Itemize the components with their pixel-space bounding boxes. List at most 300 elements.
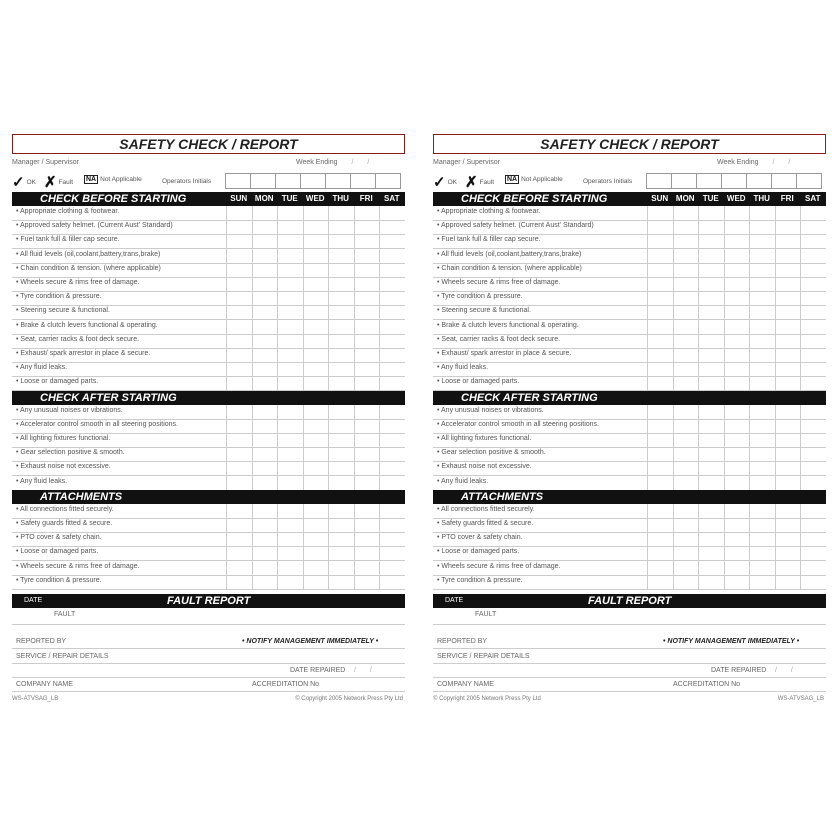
initials-box[interactable]	[325, 173, 351, 189]
day-check-cell[interactable]	[252, 362, 278, 376]
day-check-cell[interactable]	[226, 277, 252, 291]
day-check-cell[interactable]	[226, 419, 252, 433]
day-check-cell[interactable]	[379, 476, 405, 490]
day-check-cell[interactable]	[800, 518, 826, 532]
day-check-cell[interactable]	[226, 561, 252, 575]
day-check-cell[interactable]	[226, 376, 252, 390]
day-check-cell[interactable]	[775, 419, 801, 433]
day-check-cell[interactable]	[698, 305, 724, 319]
day-check-cell[interactable]	[724, 206, 750, 220]
day-check-cell[interactable]	[724, 277, 750, 291]
day-check-cell[interactable]	[379, 447, 405, 461]
day-check-cell[interactable]	[277, 376, 303, 390]
day-check-cell[interactable]	[303, 518, 329, 532]
day-check-cell[interactable]	[226, 518, 252, 532]
day-check-cell[interactable]	[354, 277, 380, 291]
day-check-cell[interactable]	[775, 532, 801, 546]
day-check-cell[interactable]	[354, 220, 380, 234]
day-check-cell[interactable]	[775, 305, 801, 319]
day-check-cell[interactable]	[724, 561, 750, 575]
day-check-cell[interactable]	[698, 291, 724, 305]
day-check-cell[interactable]	[252, 263, 278, 277]
week-ending-field[interactable]	[717, 159, 796, 166]
day-check-cell[interactable]	[698, 476, 724, 490]
day-check-cell[interactable]	[775, 277, 801, 291]
day-check-cell[interactable]	[724, 461, 750, 475]
day-check-cell[interactable]	[379, 206, 405, 220]
day-check-cell[interactable]	[379, 504, 405, 518]
day-check-cell[interactable]	[226, 362, 252, 376]
day-check-cell[interactable]	[328, 249, 354, 263]
day-check-cell[interactable]	[647, 561, 673, 575]
day-check-cell[interactable]	[328, 291, 354, 305]
day-check-cell[interactable]	[673, 320, 699, 334]
day-check-cell[interactable]	[749, 291, 775, 305]
day-check-cell[interactable]	[354, 447, 380, 461]
day-check-cell[interactable]	[252, 546, 278, 560]
day-check-cell[interactable]	[647, 334, 673, 348]
day-check-cell[interactable]	[252, 532, 278, 546]
day-check-cell[interactable]	[673, 561, 699, 575]
day-check-cell[interactable]	[749, 348, 775, 362]
day-check-cell[interactable]	[749, 561, 775, 575]
initials-box[interactable]	[350, 173, 376, 189]
day-check-cell[interactable]	[724, 476, 750, 490]
day-check-cell[interactable]	[800, 419, 826, 433]
day-check-cell[interactable]	[303, 447, 329, 461]
day-check-cell[interactable]	[647, 575, 673, 589]
initials-box[interactable]	[771, 173, 797, 189]
day-check-cell[interactable]	[303, 206, 329, 220]
day-check-cell[interactable]	[800, 476, 826, 490]
day-check-cell[interactable]	[379, 575, 405, 589]
day-check-cell[interactable]	[354, 362, 380, 376]
service-details-line[interactable]	[433, 663, 826, 664]
reported-by-line[interactable]	[12, 648, 405, 649]
day-check-cell[interactable]	[800, 376, 826, 390]
day-check-cell[interactable]	[354, 334, 380, 348]
day-check-cell[interactable]	[647, 461, 673, 475]
day-check-cell[interactable]	[328, 419, 354, 433]
day-check-cell[interactable]	[647, 320, 673, 334]
operators-initials-boxes[interactable]	[226, 173, 401, 189]
day-check-cell[interactable]	[379, 277, 405, 291]
day-check-cell[interactable]	[328, 334, 354, 348]
day-check-cell[interactable]	[303, 277, 329, 291]
day-check-cell[interactable]	[354, 263, 380, 277]
day-check-cell[interactable]	[354, 476, 380, 490]
initials-box[interactable]	[275, 173, 301, 189]
day-check-cell[interactable]	[277, 220, 303, 234]
day-check-cell[interactable]	[775, 433, 801, 447]
day-check-cell[interactable]	[252, 291, 278, 305]
day-check-cell[interactable]	[647, 305, 673, 319]
day-check-cell[interactable]	[800, 348, 826, 362]
day-check-cell[interactable]	[328, 433, 354, 447]
day-check-cell[interactable]	[277, 206, 303, 220]
day-check-cell[interactable]	[775, 405, 801, 419]
day-check-cell[interactable]	[749, 334, 775, 348]
day-check-cell[interactable]	[775, 291, 801, 305]
day-check-cell[interactable]	[698, 532, 724, 546]
day-check-cell[interactable]	[277, 249, 303, 263]
day-check-cell[interactable]	[698, 263, 724, 277]
day-check-cell[interactable]	[226, 291, 252, 305]
initials-box[interactable]	[300, 173, 326, 189]
day-check-cell[interactable]	[226, 305, 252, 319]
day-check-cell[interactable]	[328, 518, 354, 532]
initials-box[interactable]	[250, 173, 276, 189]
day-check-cell[interactable]	[749, 249, 775, 263]
fault-line[interactable]	[433, 624, 826, 625]
day-check-cell[interactable]	[379, 263, 405, 277]
day-check-cell[interactable]	[698, 575, 724, 589]
day-check-cell[interactable]	[800, 234, 826, 248]
day-check-cell[interactable]	[379, 561, 405, 575]
day-check-cell[interactable]	[800, 362, 826, 376]
week-ending-field[interactable]	[296, 159, 375, 166]
day-check-cell[interactable]	[698, 320, 724, 334]
day-check-cell[interactable]	[749, 532, 775, 546]
day-check-cell[interactable]	[226, 249, 252, 263]
day-check-cell[interactable]	[277, 518, 303, 532]
day-check-cell[interactable]	[724, 447, 750, 461]
day-check-cell[interactable]	[226, 504, 252, 518]
day-check-cell[interactable]	[226, 206, 252, 220]
day-check-cell[interactable]	[698, 334, 724, 348]
day-check-cell[interactable]	[724, 504, 750, 518]
day-check-cell[interactable]	[647, 220, 673, 234]
day-check-cell[interactable]	[328, 561, 354, 575]
day-check-cell[interactable]	[303, 476, 329, 490]
day-check-cell[interactable]	[379, 546, 405, 560]
day-check-cell[interactable]	[800, 249, 826, 263]
day-check-cell[interactable]	[800, 447, 826, 461]
day-check-cell[interactable]	[354, 546, 380, 560]
day-check-cell[interactable]	[277, 476, 303, 490]
day-check-cell[interactable]	[328, 405, 354, 419]
day-check-cell[interactable]	[354, 561, 380, 575]
day-check-cell[interactable]	[354, 249, 380, 263]
day-check-cell[interactable]	[775, 249, 801, 263]
day-check-cell[interactable]	[252, 249, 278, 263]
day-check-cell[interactable]	[775, 447, 801, 461]
day-check-cell[interactable]	[724, 433, 750, 447]
day-check-cell[interactable]	[277, 234, 303, 248]
service-details-line[interactable]	[12, 663, 405, 664]
day-check-cell[interactable]	[749, 461, 775, 475]
day-check-cell[interactable]	[724, 249, 750, 263]
day-check-cell[interactable]	[379, 320, 405, 334]
day-check-cell[interactable]	[379, 405, 405, 419]
initials-box[interactable]	[721, 173, 747, 189]
day-check-cell[interactable]	[252, 220, 278, 234]
day-check-cell[interactable]	[749, 504, 775, 518]
day-check-cell[interactable]	[724, 291, 750, 305]
fault-line[interactable]	[12, 624, 405, 625]
day-check-cell[interactable]	[647, 362, 673, 376]
day-check-cell[interactable]	[775, 234, 801, 248]
day-check-cell[interactable]	[673, 220, 699, 234]
day-check-cell[interactable]	[252, 405, 278, 419]
day-check-cell[interactable]	[800, 206, 826, 220]
day-check-cell[interactable]	[800, 305, 826, 319]
day-check-cell[interactable]	[698, 419, 724, 433]
day-check-cell[interactable]	[698, 234, 724, 248]
day-check-cell[interactable]	[673, 376, 699, 390]
date-repaired-line[interactable]	[12, 677, 405, 678]
day-check-cell[interactable]	[303, 376, 329, 390]
day-check-cell[interactable]	[328, 504, 354, 518]
day-check-cell[interactable]	[749, 220, 775, 234]
day-check-cell[interactable]	[354, 320, 380, 334]
day-check-cell[interactable]	[277, 546, 303, 560]
day-check-cell[interactable]	[698, 277, 724, 291]
day-check-cell[interactable]	[252, 504, 278, 518]
day-check-cell[interactable]	[749, 546, 775, 560]
day-check-cell[interactable]	[673, 277, 699, 291]
day-check-cell[interactable]	[303, 362, 329, 376]
day-check-cell[interactable]	[673, 518, 699, 532]
day-check-cell[interactable]	[226, 575, 252, 589]
day-check-cell[interactable]	[698, 220, 724, 234]
day-check-cell[interactable]	[303, 504, 329, 518]
day-check-cell[interactable]	[647, 234, 673, 248]
day-check-cell[interactable]	[800, 277, 826, 291]
day-check-cell[interactable]	[647, 249, 673, 263]
day-check-cell[interactable]	[354, 575, 380, 589]
day-check-cell[interactable]	[328, 376, 354, 390]
day-check-cell[interactable]	[647, 419, 673, 433]
day-check-cell[interactable]	[328, 532, 354, 546]
day-check-cell[interactable]	[379, 220, 405, 234]
day-check-cell[interactable]	[303, 561, 329, 575]
day-check-cell[interactable]	[277, 305, 303, 319]
day-check-cell[interactable]	[775, 220, 801, 234]
day-check-cell[interactable]	[354, 405, 380, 419]
day-check-cell[interactable]	[328, 546, 354, 560]
day-check-cell[interactable]	[673, 504, 699, 518]
day-check-cell[interactable]	[379, 532, 405, 546]
day-check-cell[interactable]	[379, 518, 405, 532]
day-check-cell[interactable]	[724, 334, 750, 348]
day-check-cell[interactable]	[673, 305, 699, 319]
day-check-cell[interactable]	[647, 447, 673, 461]
day-check-cell[interactable]	[800, 532, 826, 546]
day-check-cell[interactable]	[775, 376, 801, 390]
day-check-cell[interactable]	[749, 518, 775, 532]
day-check-cell[interactable]	[775, 206, 801, 220]
day-check-cell[interactable]	[328, 263, 354, 277]
company-line[interactable]	[12, 691, 405, 692]
day-check-cell[interactable]	[328, 277, 354, 291]
day-check-cell[interactable]	[775, 334, 801, 348]
day-check-cell[interactable]	[303, 348, 329, 362]
day-check-cell[interactable]	[724, 546, 750, 560]
day-check-cell[interactable]	[328, 320, 354, 334]
day-check-cell[interactable]	[698, 447, 724, 461]
day-check-cell[interactable]	[724, 320, 750, 334]
day-check-cell[interactable]	[800, 263, 826, 277]
day-check-cell[interactable]	[277, 419, 303, 433]
day-check-cell[interactable]	[379, 419, 405, 433]
day-check-cell[interactable]	[647, 433, 673, 447]
day-check-cell[interactable]	[724, 263, 750, 277]
day-check-cell[interactable]	[226, 263, 252, 277]
day-check-cell[interactable]	[277, 277, 303, 291]
day-check-cell[interactable]	[379, 461, 405, 475]
date-repaired-line[interactable]	[433, 677, 826, 678]
day-check-cell[interactable]	[226, 546, 252, 560]
day-check-cell[interactable]	[303, 320, 329, 334]
day-check-cell[interactable]	[354, 376, 380, 390]
day-check-cell[interactable]	[698, 362, 724, 376]
day-check-cell[interactable]	[277, 561, 303, 575]
day-check-cell[interactable]	[749, 433, 775, 447]
day-check-cell[interactable]	[800, 433, 826, 447]
day-check-cell[interactable]	[698, 546, 724, 560]
day-check-cell[interactable]	[277, 320, 303, 334]
day-check-cell[interactable]	[800, 334, 826, 348]
day-check-cell[interactable]	[749, 419, 775, 433]
day-check-cell[interactable]	[749, 277, 775, 291]
day-check-cell[interactable]	[673, 234, 699, 248]
day-check-cell[interactable]	[226, 334, 252, 348]
initials-box[interactable]	[375, 173, 401, 189]
day-check-cell[interactable]	[328, 220, 354, 234]
day-check-cell[interactable]	[252, 234, 278, 248]
day-check-cell[interactable]	[277, 433, 303, 447]
day-check-cell[interactable]	[673, 476, 699, 490]
initials-box[interactable]	[646, 173, 672, 189]
day-check-cell[interactable]	[647, 277, 673, 291]
day-check-cell[interactable]	[303, 291, 329, 305]
day-check-cell[interactable]	[277, 263, 303, 277]
day-check-cell[interactable]	[647, 376, 673, 390]
day-check-cell[interactable]	[277, 461, 303, 475]
day-check-cell[interactable]	[354, 234, 380, 248]
day-check-cell[interactable]	[277, 405, 303, 419]
day-check-cell[interactable]	[252, 461, 278, 475]
day-check-cell[interactable]	[354, 305, 380, 319]
day-check-cell[interactable]	[673, 575, 699, 589]
day-check-cell[interactable]	[698, 249, 724, 263]
day-check-cell[interactable]	[277, 291, 303, 305]
day-check-cell[interactable]	[252, 334, 278, 348]
day-check-cell[interactable]	[277, 447, 303, 461]
day-check-cell[interactable]	[277, 348, 303, 362]
day-check-cell[interactable]	[226, 476, 252, 490]
day-check-cell[interactable]	[252, 206, 278, 220]
day-check-cell[interactable]	[303, 220, 329, 234]
day-check-cell[interactable]	[647, 518, 673, 532]
day-check-cell[interactable]	[800, 461, 826, 475]
day-check-cell[interactable]	[252, 320, 278, 334]
day-check-cell[interactable]	[647, 206, 673, 220]
day-check-cell[interactable]	[328, 447, 354, 461]
day-check-cell[interactable]	[749, 263, 775, 277]
day-check-cell[interactable]	[379, 362, 405, 376]
day-check-cell[interactable]	[724, 575, 750, 589]
day-check-cell[interactable]	[749, 405, 775, 419]
day-check-cell[interactable]	[647, 263, 673, 277]
day-check-cell[interactable]	[303, 575, 329, 589]
day-check-cell[interactable]	[749, 320, 775, 334]
day-check-cell[interactable]	[775, 263, 801, 277]
day-check-cell[interactable]	[673, 348, 699, 362]
day-check-cell[interactable]	[303, 461, 329, 475]
day-check-cell[interactable]	[775, 518, 801, 532]
day-check-cell[interactable]	[647, 291, 673, 305]
day-check-cell[interactable]	[226, 532, 252, 546]
day-check-cell[interactable]	[698, 405, 724, 419]
day-check-cell[interactable]	[698, 504, 724, 518]
day-check-cell[interactable]	[724, 305, 750, 319]
day-check-cell[interactable]	[724, 376, 750, 390]
day-check-cell[interactable]	[800, 320, 826, 334]
day-check-cell[interactable]	[673, 291, 699, 305]
day-check-cell[interactable]	[800, 546, 826, 560]
day-check-cell[interactable]	[698, 348, 724, 362]
day-check-cell[interactable]	[775, 362, 801, 376]
day-check-cell[interactable]	[328, 234, 354, 248]
day-check-cell[interactable]	[226, 234, 252, 248]
day-check-cell[interactable]	[647, 476, 673, 490]
day-check-cell[interactable]	[354, 504, 380, 518]
day-check-cell[interactable]	[724, 405, 750, 419]
day-check-cell[interactable]	[303, 305, 329, 319]
day-check-cell[interactable]	[800, 220, 826, 234]
day-check-cell[interactable]	[379, 291, 405, 305]
day-check-cell[interactable]	[252, 348, 278, 362]
day-check-cell[interactable]	[698, 561, 724, 575]
initials-box[interactable]	[746, 173, 772, 189]
day-check-cell[interactable]	[277, 334, 303, 348]
day-check-cell[interactable]	[226, 447, 252, 461]
day-check-cell[interactable]	[775, 320, 801, 334]
reported-by-line[interactable]	[433, 648, 826, 649]
day-check-cell[interactable]	[800, 405, 826, 419]
day-check-cell[interactable]	[303, 249, 329, 263]
day-check-cell[interactable]	[749, 305, 775, 319]
day-check-cell[interactable]	[226, 320, 252, 334]
day-check-cell[interactable]	[647, 405, 673, 419]
day-check-cell[interactable]	[749, 575, 775, 589]
day-check-cell[interactable]	[800, 575, 826, 589]
day-check-cell[interactable]	[673, 362, 699, 376]
day-check-cell[interactable]	[354, 419, 380, 433]
day-check-cell[interactable]	[252, 305, 278, 319]
day-check-cell[interactable]	[252, 518, 278, 532]
day-check-cell[interactable]	[775, 476, 801, 490]
day-check-cell[interactable]	[673, 334, 699, 348]
day-check-cell[interactable]	[328, 362, 354, 376]
day-check-cell[interactable]	[252, 433, 278, 447]
day-check-cell[interactable]	[354, 532, 380, 546]
day-check-cell[interactable]	[277, 504, 303, 518]
day-check-cell[interactable]	[379, 376, 405, 390]
day-check-cell[interactable]	[379, 334, 405, 348]
day-check-cell[interactable]	[724, 220, 750, 234]
day-check-cell[interactable]	[749, 376, 775, 390]
day-check-cell[interactable]	[354, 348, 380, 362]
day-check-cell[interactable]	[775, 461, 801, 475]
day-check-cell[interactable]	[673, 546, 699, 560]
day-check-cell[interactable]	[775, 348, 801, 362]
day-check-cell[interactable]	[673, 447, 699, 461]
day-check-cell[interactable]	[252, 561, 278, 575]
day-check-cell[interactable]	[226, 433, 252, 447]
